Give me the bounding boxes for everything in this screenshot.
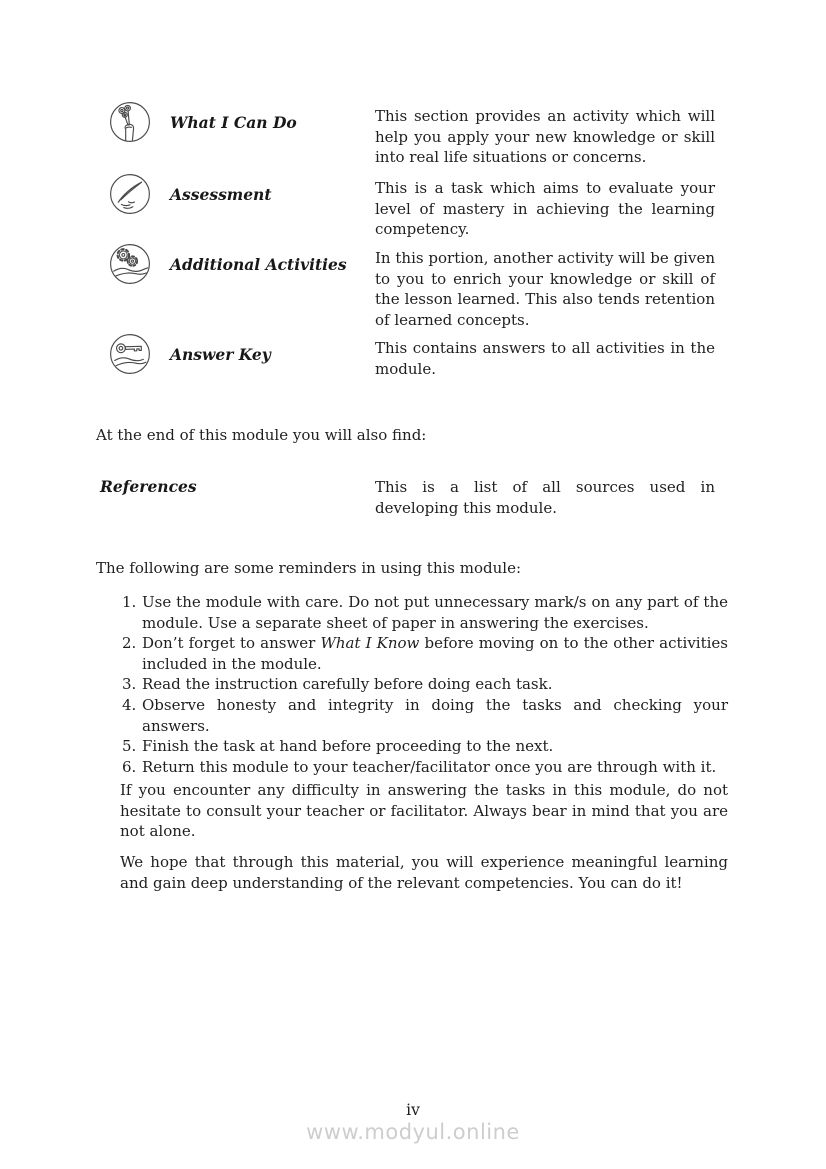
reminder-item [122,695,728,736]
reminder-text-suffix: before moving on to the other activities included in the module. [142,634,729,673]
reminders-list [122,592,728,777]
closing-paragraph-1: If you encounter any difficulty in answering the tasks in this module, do not hesitate to consult your teacher or facilitator. Always bear in mind that you are not alone. [120,781,728,841]
writing-hand-icon [109,173,151,215]
section-description: This section provides an activity which will help you apply your new knowledge or skill into real life situations or concerns. [375,107,715,167]
section-label: Assessment [170,185,272,204]
section-description: This contains answers to all activities in the module. [375,339,715,378]
section-label: What I Can Do [170,113,297,132]
reminder-number: 2. [122,634,137,653]
reminder-number: 1. [122,593,137,611]
reminder-number: 5. [122,737,137,756]
reminder-text: Use the module with care. Do not put unnecessary mark/s on any part of the module. Use a separate sheet of paper in answering the exercises. [142,593,728,632]
also-find-intro: At the end of this module you will also find: [96,426,427,444]
section-description: In this portion, another activity will be given to you to enrich your knowledge or skill of the lesson learned. This also tends retention of learned concepts. [375,249,715,329]
key-hand-icon [109,333,151,375]
reminder-text: Read the instruction carefully before doing each task. [142,675,553,694]
reminder-item [122,674,728,695]
gears-hand-icon [109,243,151,285]
reminder-text-prefix: Don’t forget to answer [142,634,321,653]
reminder-text: Observe honesty and integrity in doing the tasks and checking your answers. [142,695,728,735]
reminders-intro: The following are some reminders in using this module: [96,559,521,577]
reminder-number: 3. [122,675,137,694]
references-label: References [100,477,197,496]
section-label: Answer Key [170,345,271,364]
reminder-item [122,592,728,633]
page-number: iv [406,1101,420,1119]
reminder-text: Return this module to your teacher/facilitator once you are through with it. [142,757,717,776]
reminder-item [122,633,728,674]
reminder-item [122,757,728,778]
section-label: Additional Activities [170,255,347,274]
reminder-text-italic: What I Know [320,634,420,653]
reminder-number: 4. [122,695,137,714]
section-description: This is a task which aims to evaluate your level of mastery in achieving the learning competency. [375,179,715,239]
references-description: This is a list of all sources used in developing this module. [375,478,715,517]
closing-paragraph-2: We hope that through this material, you will experience meaningful learning and gain deep understanding of the relevant competencies. You can do it! [120,853,728,892]
watermark: www.modyul.online [306,1120,520,1144]
reminder-text: Finish the task at hand before proceeding to the next. [142,737,554,756]
reminder-number: 6. [122,757,137,776]
hand-flowers-icon [109,101,151,143]
reminder-item [122,736,728,757]
